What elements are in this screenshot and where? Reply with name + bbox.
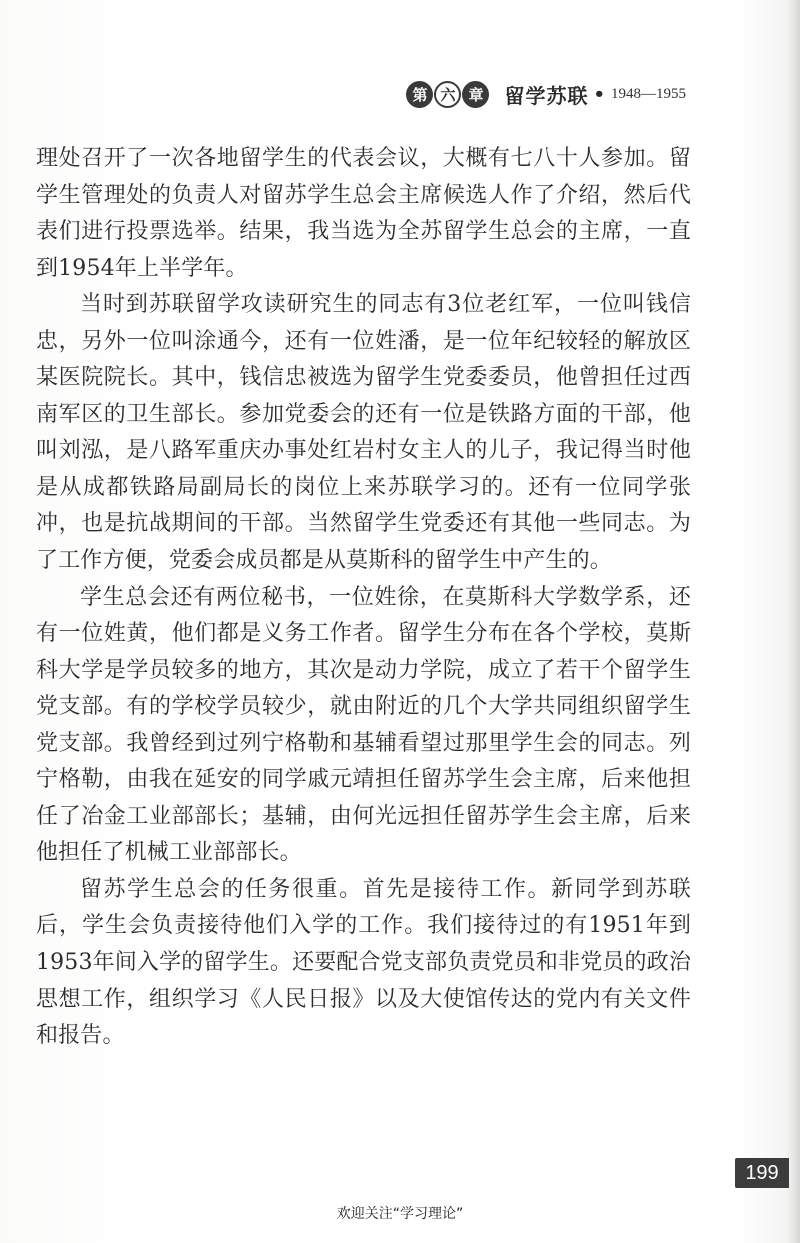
paragraph-1: 理处召开了一次各地留学生的代表会议，大概有七八十人参加。留学生管理处的负责人对留苏学生总会主席候选人作了介绍，然后代表们进行投票选举。结果，我当选为全苏留学生总会的主席，一直到1954年上半学年。: [36, 146, 691, 281]
paragraph-2: 当时到苏联留学攻读研究生的同志有3位老红军，一位叫钱信忠，另外一位叫涂通今，还有一位姓潘，是一位年纪较轻的解放区某医院院长。其中，钱信忠被选为留学生党委委员，他曾担任过西南军区的卫生部长。参加党委会的还有一位是铁路方面的干部，他叫刘泓，是八路军重庆办事处红岩村女主人的儿子，我记得当时他是从成都铁路局副局长的岗位上来苏联学习的。还有一位同学张冲，也是抗战期间的干部。当然留学生党委还有其他一些同志。为了工作方便，党委会成员都是从莫斯科的留学生中产生的。: [36, 292, 691, 574]
body-text: [36, 141, 691, 1055]
paragraph-3: 学生总会还有两位秘书，一位姓徐，在莫斯科大学数学系，还有一位姓黄，他们都是义务工作者。留学生分布在各个学校，莫斯科大学是学员较多的地方，其次是动力学院，成立了若干个留学生党支部。有的学校学员较少，就由附近的几个大学共同组织留学生党支部。我曾经到过列宁格勒和基辅看望过那里学生会的同志。列宁格勒，由我在延安的同学戚元靖担任留苏学生会主席，后来他担任了冶金工业部部长；基辅，由何光远担任留苏学生会主席，后来他担任了机械工业部部长。: [36, 584, 691, 866]
chapter-mark: [406, 81, 490, 108]
footer-note: 欢迎关注“学习理论”: [336, 1206, 464, 1222]
chapter-char-1: 第: [406, 81, 433, 108]
page-edge-shadow: [786, 0, 800, 1243]
paragraph-4: 留苏学生总会的任务很重。首先是接待工作。新同学到苏联后，学生会负责接待他们入学的工作。我们接待过的有1951年到1953年间入学的留学生。还要配合党支部负责党员和非党员的政治思想工作，组织学习《人民日报》以及大使馆传达的党内有关文件和报告。: [36, 876, 691, 1049]
running-header: [406, 79, 686, 109]
page-number: 199: [735, 1158, 789, 1188]
chapter-years: 1948—1955: [611, 85, 686, 102]
chapter-title: 留学苏联: [504, 83, 589, 108]
chapter-char-3: 章: [462, 81, 489, 108]
chapter-char-2: 六: [434, 81, 461, 108]
header-separator: •: [593, 83, 605, 105]
